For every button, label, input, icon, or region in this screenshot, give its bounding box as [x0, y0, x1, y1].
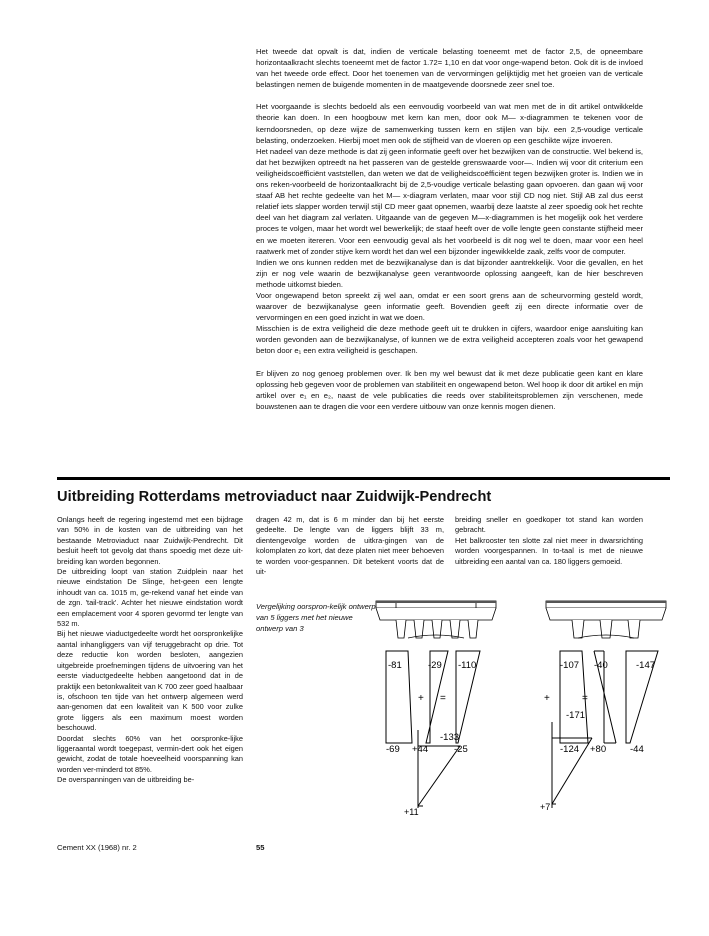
paragraph: breiding sneller en goedkoper tot stand kan worden gebracht.	[455, 515, 643, 535]
viaduct-comparison-figure	[368, 598, 670, 818]
paragraph: Bij het nieuwe viaductgedeelte wordt het oorspronkelijke aantal inhangliggers van vijf teruggebracht op drie. Tot deze reductie kon worden besloten, aangezien uitgebreide proefnemingen tijdens de uitvoering van het eerste viaductgedeelte hebben aangetoond dat in de praktijk een betonkwaliteit van K 700 zeer goed haalbaar is, ofschoon ten tijde van het ontwerp algemeen werd aan-genomen dat een kwaliteit van K 500 voor zulke grote liggers als een maximum moest worden beschouwd.	[57, 629, 243, 733]
stress-label: +7	[540, 802, 551, 812]
right-article-column	[256, 46, 643, 412]
stress-label: -110	[458, 660, 477, 671]
operator-plus: +	[544, 693, 550, 704]
stress-label: -29	[428, 660, 442, 671]
article-headline: Uitbreiding Rotterdams metroviaduct naar Zuidwijk-Pendrecht	[57, 489, 492, 505]
stress-label: -147	[636, 660, 656, 671]
stress-label: +80	[590, 744, 607, 755]
paragraph: dragen 42 m, dat is 6 m minder dan bij het eerste gedeelte. De lengte van de liggers blijft 33 m, dientengevolge worden de uitkra-gingen van de kolomplaten zo kort, dat deze platen niet meer behoeven te worden voor-gespannen. Dit betekent voorts dat de uit-	[256, 515, 444, 577]
section-divider	[57, 477, 670, 480]
paragraph: Misschien is de extra veiligheid die deze methode geeft uit te drukken in cijfers, waardoor enige aansluiting kan worden gevonden aan de bezwijkanalyse, of kunnen we de extra veiligheid accepteren zoals voor het gewapend beton door e₁ een extra veiligheid is geschapen.	[256, 324, 643, 356]
stress-labels-left	[386, 660, 476, 755]
paragraph: Het tweede dat opvalt is dat, indien de verticale belasting toeneemt met de factor 2,5, de opneembare horizontaalkracht slechts toeneemt met de factor 1.72= 1,10 en dat voor onge-wapend beton. Ook dit is de invloed van het tweede orde effect. Door het toenemen van de vervormingen gelijktijdig met het groeien van de verticale belastingen nemen de buigende momenten in de maatgevende doorsnede zeer snel toe.	[256, 47, 643, 90]
paragraph: Er blijven zo nog genoeg problemen over. Ik ben my wel bewust dat ik met deze publicatie geen kant en klare oplossing heb gegeven voor de problemen van stabiliteit en ongewapend beton. Wel hoop ik door dit artikel en mijn artikel over e₁ en e₂, naast de vele publicaties die reeds over stabiliteitsproblemen zijn verschenen, mede bouwstenen aan te dragen die voor een verdere uitbouw van onze kennis mogen dienen.	[256, 368, 643, 411]
stress-label: -171	[566, 710, 586, 721]
stress-label: -124	[560, 744, 580, 755]
stress-label: -81	[388, 660, 402, 671]
paragraph: Onlangs heeft de regering ingestemd met een bijdrage van 50% in de kosten van de uitbreiding van het bestaande Metroviaduct naar Zuidwijk-Pendrecht. Dit besluit heeft tot gevolg dat thans spoedig met deze uit-breiding kan worden begonnen.	[57, 515, 243, 566]
stress-label: -44	[630, 744, 644, 755]
stress-label: +44	[412, 744, 429, 755]
lower-diagram-right	[552, 722, 592, 808]
stress-label: -40	[594, 660, 608, 671]
figure-caption: Vergelijking oorspron-kelijk ontwerp van 5 liggers met het nieuwe ontwerp van 3	[256, 602, 376, 633]
cross-section-five-girders	[376, 601, 496, 638]
stress-label: +11	[404, 807, 419, 817]
article-column-1	[57, 515, 243, 786]
operator-plus: +	[418, 693, 424, 704]
paragraph: Het nadeel van deze methode is dat zij geen informatie geeft over het bezwijken van de constructie. Wel bekend is, dat het bezwijken optreedt na het passeren van de gestelde grenswaarde voor—. Indien wij voor dit criterium een veiligheidscoëfficiënt vaststellen, dan weten we dat de veiligheidscoëfficiënt tegen bezwijken groter is. Indien we in ons reken-voorbeeld de horizontaalkracht bij de 2,5-voudige verticale belasting gaan opvoeren. dan gaan wij voor staaf AB het rechte gedeelte van het M— x-diagram verlaten, maar voor stijl CD nog niet. Stijl AB zal dus eerst relatief iets slapper worden terwijl stijl CD meer gaat opnemen, waarbij deze laatste al zeer spoedig ook het rechte deel van het diagram zal verlaten. Uitgaande van de gegeven M—x-diagrammen is het mogelijk ook het verdere proces te volgen, maar het wordt wel bewerkelijk; de staaf heeft over de volle lengte geen constante stijfheid meer en we moeten itereren. Voor een eenvoudig geval als het voorbeeld is dit nog wel te doen, maar voor een heel raatwerk met of zonder stijve kern wordt het dan wel een bijzonder ingewikkelde zaak, zelfs voor de computer.	[256, 146, 643, 256]
paragraph: De uitbreiding loopt van station Zuidplein naar het nieuwe eindstation De Slinge, het-geen een lengte inhoudt van ca. 1015 m, ge-rekend vanaf het einde van de zgn. 'tail-track'. Achter het nieuwe eindstation wordt een emplacement voor 4 sporen gevormd ter lengte van 532 m.	[57, 567, 243, 629]
stress-label: -69	[386, 744, 400, 755]
operator-equals: =	[582, 693, 588, 704]
article-column-3	[455, 515, 643, 567]
operator-equals: =	[440, 693, 446, 704]
paragraph: Doordat slechts 60% van het oorspronke-lijke liggeraantal wordt toegepast, vermin-dert ook het eigen gewicht, zodat de totale hoeveelheid voorspanning kan worden ver-minderd tot 85%.	[57, 733, 243, 774]
stress-label: -133	[440, 732, 460, 743]
stress-label: -25	[454, 744, 468, 755]
paragraph: Indien we ons kunnen redden met de bezwijkanalyse dan is dat bijzonder aantrekkelijk. Voor die gevallen, en het zijn er nog vele waarin de bezwijkanalyse geen verantwoorde oplossing aangeeft, kan de hier beschreven methode uitkomst bieden.	[256, 257, 643, 289]
article-column-2	[256, 515, 444, 577]
stress-label: -107	[560, 660, 580, 671]
cross-section-three-girders	[546, 601, 666, 638]
paragraph: De overspanningen van de uitbreiding be-	[57, 775, 195, 785]
paragraph: Het balkrooster ten slotte zal niet meer in dwarsrichting worden voorgespannen. In to-taal is met de nieuwe uitbreiding een aantal van ca. 180 liggers gemoeid.	[455, 535, 643, 566]
paragraph: Voor ongewapend beton spreekt zij wel aan, omdat er een soort grens aan de scheurvorming gesteld wordt, waarover de bezwijkanalyse geen informatie geeft. Bovendien geeft zij een directe informatie over de vervormingen en een goed inzicht in wat we doen.	[256, 290, 643, 323]
paragraph: Het voorgaande is slechts bedoeld als een eenvoudig voorbeeld van wat men met de in dit artikel ontwikkelde theorie kan doen. In een hoogbouw met kern kan men, door ook M— x-diagrammen te tekenen voor de kerndoorsneden, op deze wijze de samenwerking tussen kern en stijlen van bijv. een 2,5-voudige verticale belasting, onderzoeken. Hierbij moet men ook de stijfheid van de vloeren op een geschikte wijze invoeren.	[256, 102, 643, 145]
journal-footer: Cement XX (1968) nr. 2	[57, 843, 137, 852]
page-number: 55	[256, 843, 265, 852]
